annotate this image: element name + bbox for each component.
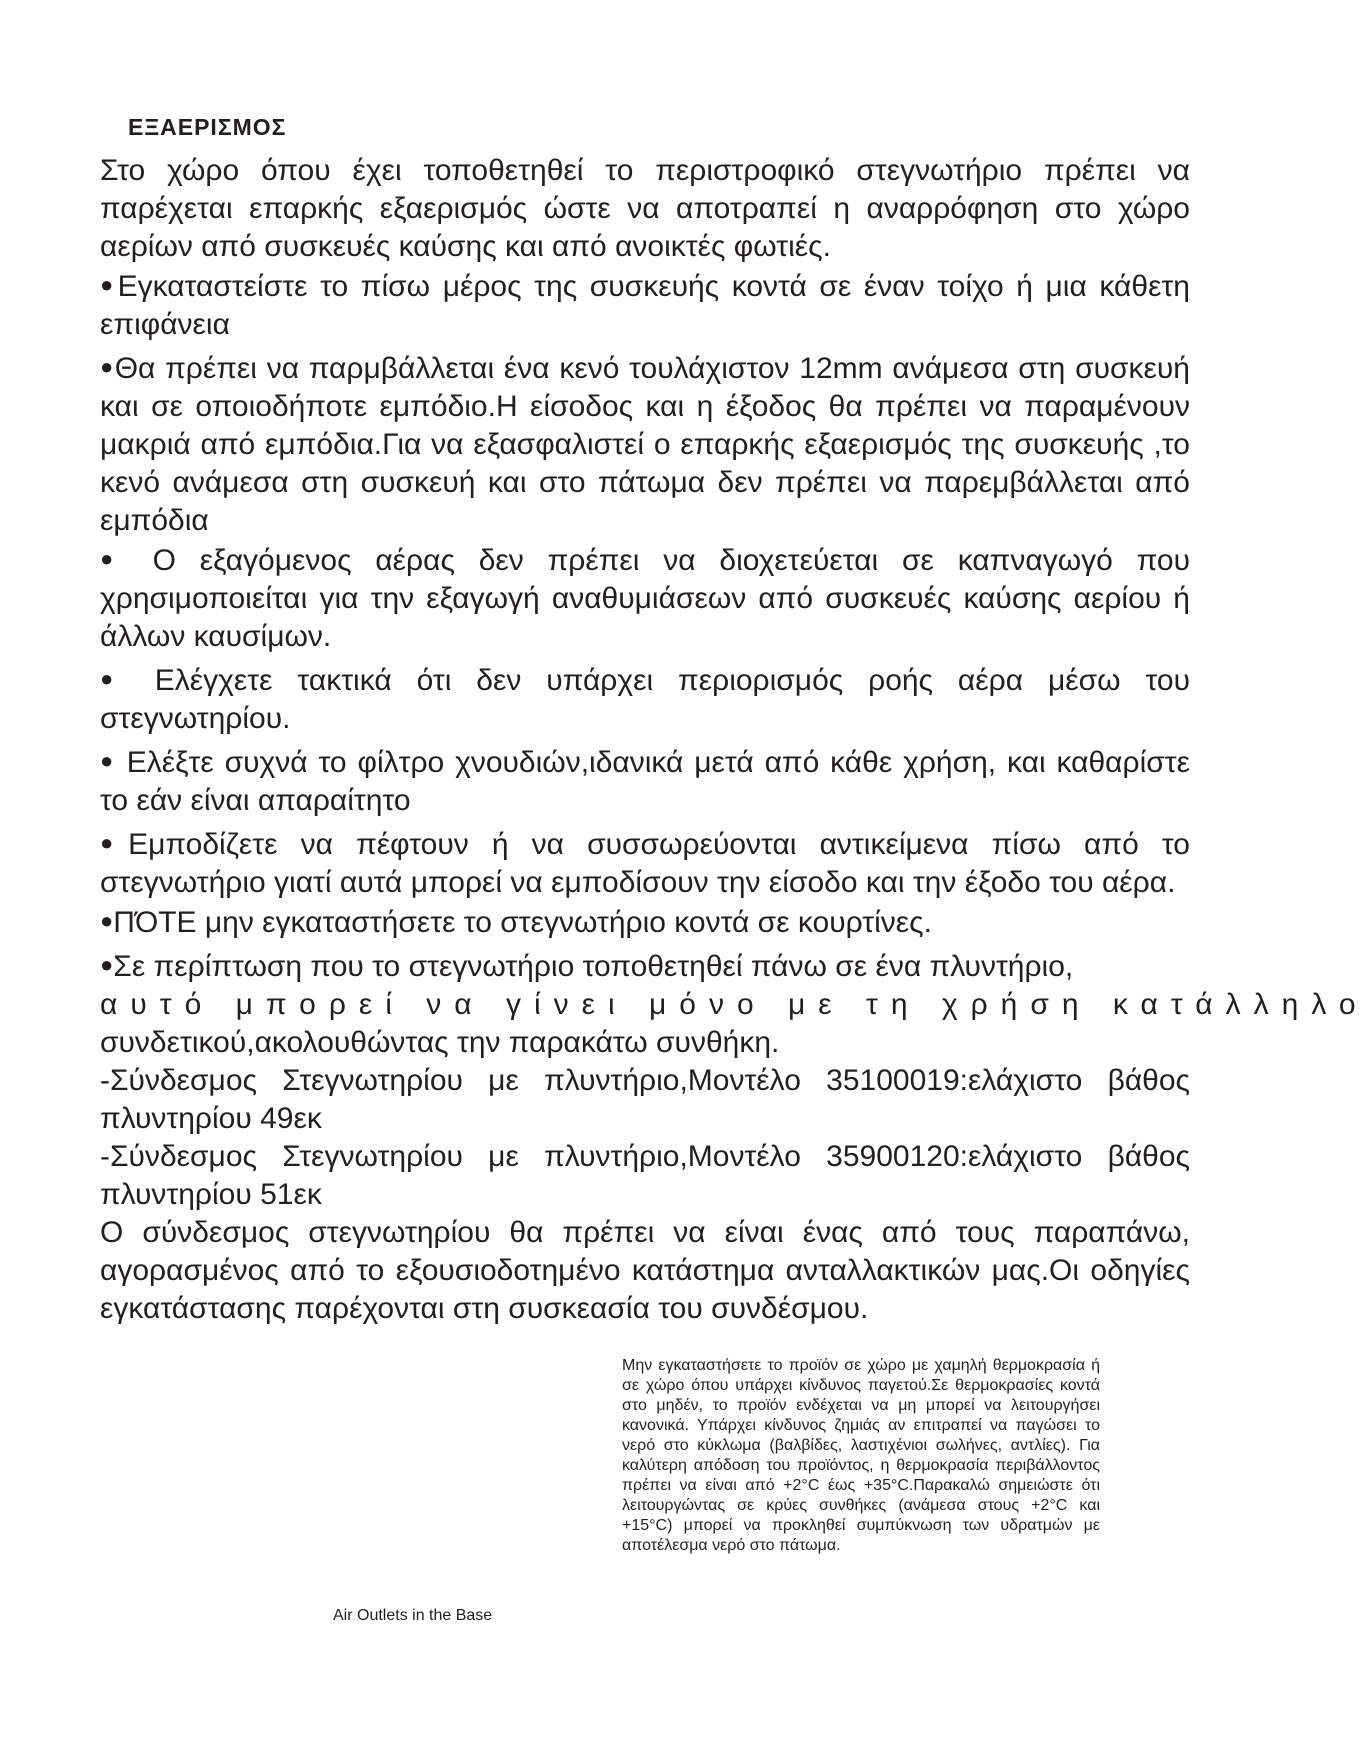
- bullet-icon: ●: [100, 546, 129, 571]
- bullet-text: Σε περίπτωση που το στεγνωτήριο τοποθετηθεί πάνω σε ένα πλυντήριο,: [113, 950, 1074, 983]
- body-text: [100, 152, 1369, 1328]
- bullet-item: [100, 902, 1190, 942]
- bullet-icon: ●: [100, 952, 114, 977]
- model-line: -Σύνδεσμος Στεγνωτηρίου με πλυντήριο,Μοντέλο 35100019:ελάχιστο βάθος πλυντηρίου 49εκ: [100, 1064, 1190, 1135]
- bullet-icon: ●: [100, 830, 129, 855]
- bullet-icon: ●: [100, 908, 114, 933]
- figure-caption: Air Outlets in the Base: [333, 1607, 493, 1624]
- bullet-icon: ●: [100, 666, 130, 691]
- bullet-icon: ●: [100, 272, 118, 297]
- bullet-item: [100, 742, 1190, 820]
- bullet-text: Ελέγχετε τακτικά ότι δεν υπάρχει περιορισμός ροής αέρα μέσω του στεγνωτηρίου.: [100, 664, 1190, 735]
- bullet-text: Εμποδίζετε να πέφτουν ή να συσσωρεύονται αντικείμενα πίσω από το στεγνωτήριο γιατί αυτά μπορεί να εμποδίσουν την είσοδο και την έξοδο του αέρα.: [100, 828, 1190, 899]
- bullet-text: Θα πρέπει να παρμβάλλεται ένα κενό τουλάχιστον 12mm ανάμεσα στη συσκευή και σε οποιοδήποτε εμπόδιο.Η είσοδος και η έξοδος θα πρέπει να παραμένουν μακριά από εμπόδια.Για να εξασφαλιστεί ο επαρκής εξαερισμός της συσκευής ,το κενό ανάμεσα στη συσκευή και στο πάτωμα δεν πρέπει να παρεμβάλλεται από εμπόδια: [100, 352, 1190, 537]
- bullet-item: [100, 348, 1190, 540]
- intro-paragraph: Στο χώρο όπου έχει τοποθετηθεί το περιστροφικό στεγνωτήριο πρέπει να παρέχεται επαρκής εξαερισμός ώστε να αποτραπεί η αναρρόφηση στο χώρο αερίων από συσκευές καύσης και από ανοικτές φωτιές.: [100, 154, 1190, 263]
- bullet-text: Ελέξτε συχνά το φίλτρο χνουδιών,ιδανικά μετά από κάθε χρήση, και καθαρίστε το εάν είναι απαραίτητο: [100, 746, 1190, 817]
- bullet-item: [100, 824, 1190, 902]
- connector-line: συνδετικού,ακολουθώντας την παρακάτω συνθήκη.: [100, 1026, 780, 1059]
- bullet-item: [100, 266, 1190, 344]
- bullet-item: [100, 540, 1190, 656]
- temperature-note: Μην εγκαταστήσετε το προϊόν σε χώρο με χαμηλή θερμοκρασία ή σε χώρο όπου υπάρχει κίνδυνος παγετού.Σε θερμοκρασίες κοντά στο μηδέν, το προϊόν ενδέχεται να μη μπορεί να λειτουργήσει κανονικά. Υπάρχει κίνδυνος ζημιάς αν επιτραπεί να παγώσει το νερό στο κύκλωμα (βαλβίδες, λαστιχένιοι σωλήνες, αντλίες). Για καλύτερη απόδοση του προϊόντος, η θερμοκρασία περιβάλλοντος πρέπει να είναι από +2°C έως +35°C.Παρακαλώ σημειώστε ότι λειτουργώντας σε κρύες συνθήκες (ανάμεσα στους +2°C και +15°C) μπορεί να προκληθεί συμπύκνωση των υδρατμών με αποτέλεσμα νερό στο πάτωμα.: [622, 1357, 1100, 1554]
- closing-paragraph: Ο σύνδεσμος στεγνωτηρίου θα πρέπει να είναι ένας από τους παραπάνω, αγορασμένος από το εξουσιοδοτημένο κατάστημα ανταλλακτικών μας.Οι οδηγίες εγκατάστασης παρέχονται στη συσκεασία του συνδέσμου.: [100, 1216, 1190, 1325]
- section-heading: ΕΞΑΕΡΙΣΜΟΣ: [128, 114, 287, 140]
- spaced-line: αυτό μπορεί να γίνει μόνο με τη χρήση κατάλληλο: [100, 988, 1369, 1021]
- bullet-icon: ●: [100, 748, 116, 773]
- bullet-text: Εγκαταστείστε το πίσω μέρος της συσκευής κοντά σε έναν τοίχο ή μια κάθετη επιφάνεια: [100, 270, 1190, 341]
- bullet-item: [100, 660, 1190, 738]
- bullet-text: ΠΌΤΕ μην εγκαταστήσετε το στεγνωτήριο κοντά σε κουρτίνες.: [113, 906, 932, 939]
- model-line: -Σύνδεσμος Στεγνωτηρίου με πλυντήριο,Μοντέλο 35900120:ελάχιστο βάθος πλυντηρίου 51εκ: [100, 1140, 1190, 1211]
- bullet-item: [100, 946, 1190, 986]
- bullet-icon: ●: [100, 354, 115, 379]
- bullet-text: Ο εξαγόμενος αέρας δεν πρέπει να διοχετεύεται σε καπναγωγό που χρησιμοποιείται για την εξαγωγή αναθυμιάσεων από συσκευές καύσης αερίου ή άλλων καυσίμων.: [100, 544, 1191, 653]
